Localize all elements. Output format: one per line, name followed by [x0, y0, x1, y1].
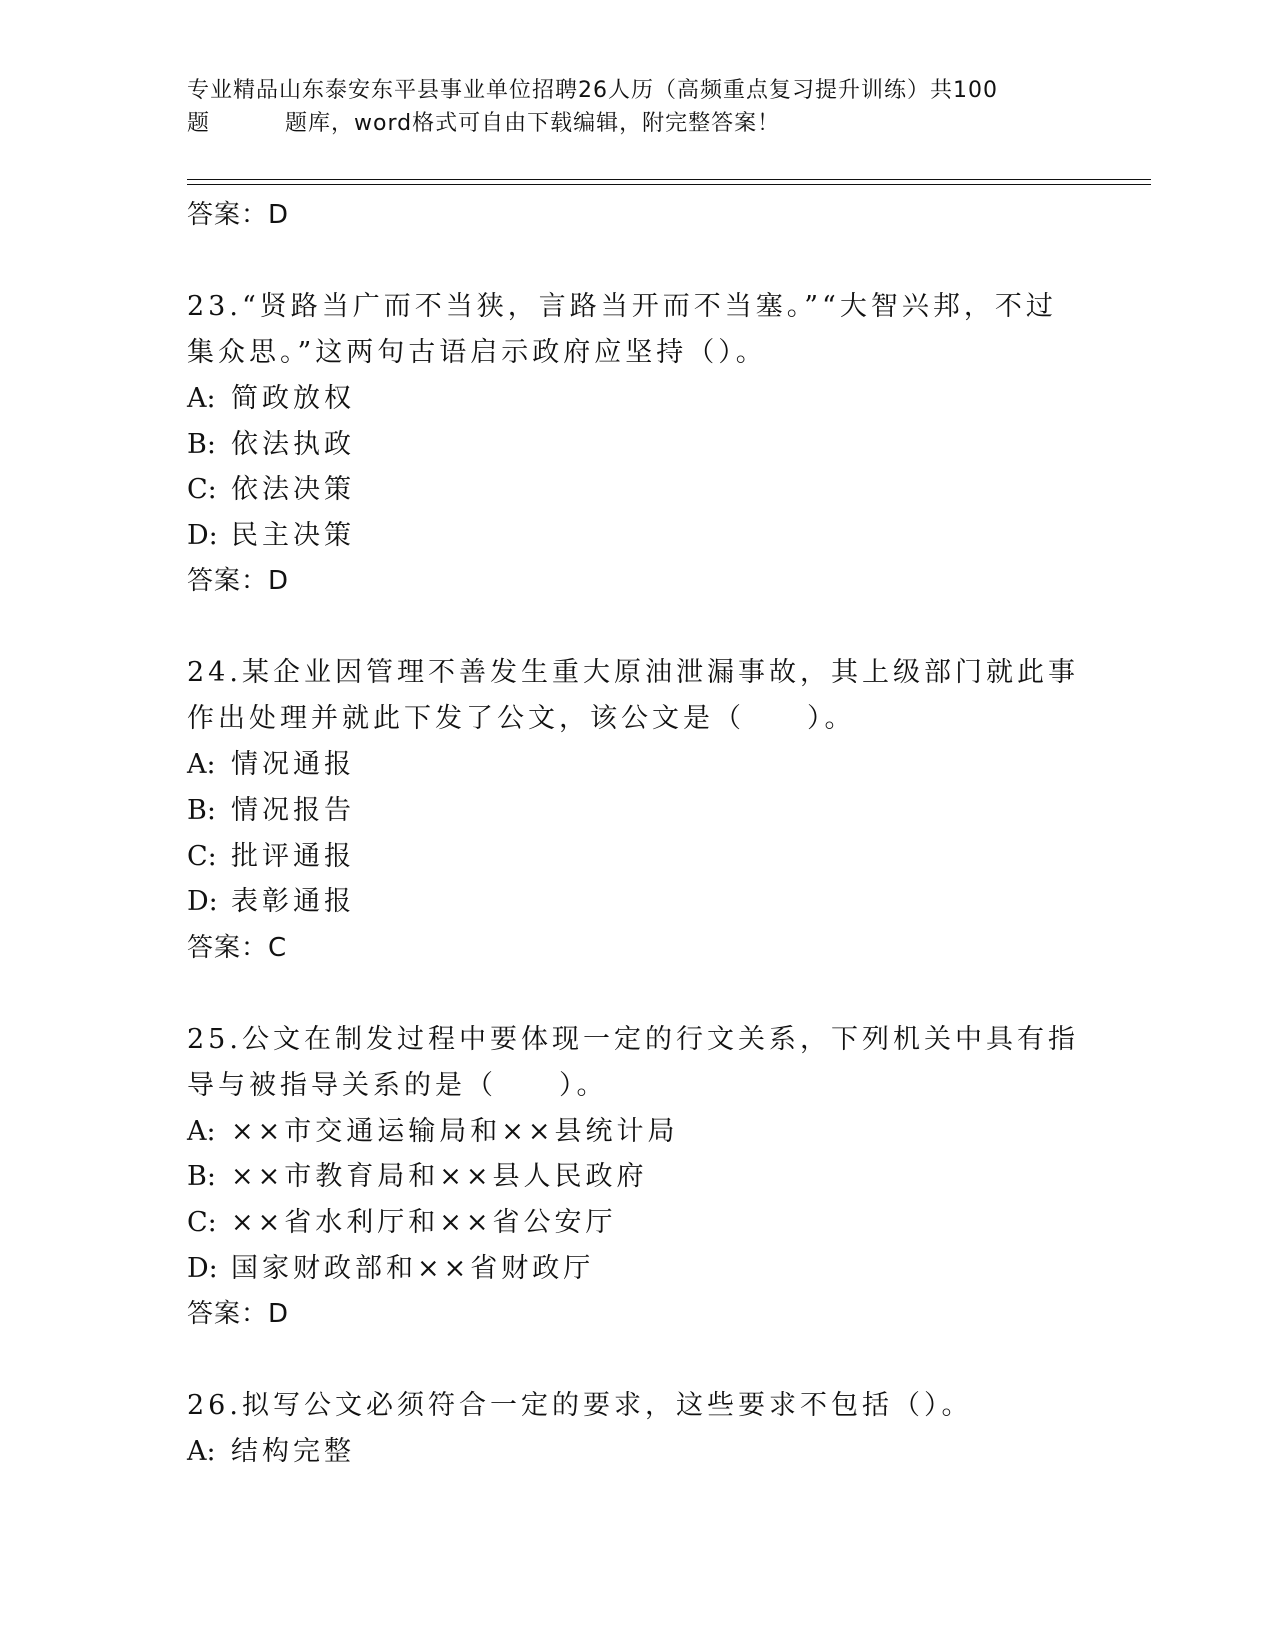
page-header [187, 74, 1087, 140]
option-text: 情况通报 [231, 749, 355, 781]
option-letter: C: [187, 840, 217, 872]
option-a [187, 742, 1087, 788]
option-text: 简政放权 [231, 383, 355, 414]
option-a [187, 1429, 1087, 1475]
option-text: 情况报告 [231, 794, 355, 826]
question-23 [187, 284, 1087, 604]
option-text: 依法执政 [231, 428, 355, 460]
option-b [187, 422, 1087, 468]
option-b [187, 788, 1087, 834]
option-letter: A: [187, 1115, 216, 1147]
option-text: 结构完整 [231, 1436, 355, 1468]
option-a [187, 1109, 1087, 1155]
question-text: 23.“贤路当广而不当狭，言路当开而不当塞。”“大智兴邦，不过集众思。”这两句古语启示政府应坚持（）。 [187, 291, 1057, 368]
question-text: 26.拟写公文必须符合一定的要求，这些要求不包括（）。 [187, 1390, 973, 1422]
option-letter: B: [187, 794, 216, 826]
option-text: ××省水利厅和××省公安厅 [231, 1206, 617, 1238]
header-divider-bottom [187, 184, 1151, 185]
option-letter: D: [187, 886, 218, 918]
option-letter: A: [187, 383, 216, 414]
option-a [187, 376, 1087, 422]
option-letter: A: [187, 749, 216, 781]
option-letter: D: [187, 1252, 218, 1284]
answer-line: 答案：D [187, 1299, 290, 1330]
option-text: 国家财政部和××省财政厅 [231, 1252, 595, 1284]
option-d [187, 1246, 1087, 1292]
option-d [187, 513, 1087, 559]
question-text: 25.公文在制发过程中要体现一定的行文关系，下列机关中具有指导与被指导关系的是（ ）。 [187, 1023, 1079, 1101]
header-title-line1: 专业精品山东泰安东平县事业单位招聘26人历（高频重点复习提升训练）共100 [187, 78, 998, 103]
option-text: 民主决策 [231, 519, 355, 551]
option-c [187, 1200, 1087, 1246]
option-text: ××市交通运输局和××县统计局 [231, 1115, 679, 1147]
header-title-line2 [187, 107, 1087, 140]
option-c [187, 467, 1087, 513]
option-c [187, 834, 1087, 880]
document-body [187, 192, 1087, 1475]
question-24 [187, 650, 1087, 970]
question-26 [187, 1383, 1087, 1475]
header-divider-top [187, 179, 1151, 180]
option-text: 依法决策 [231, 474, 355, 506]
option-text: 表彰通报 [231, 886, 355, 918]
option-letter: B: [187, 428, 216, 460]
option-text: 批评通报 [231, 840, 355, 872]
option-letter: B: [187, 1161, 216, 1193]
option-letter: D: [187, 519, 218, 551]
answer-line: 答案：D [187, 200, 290, 230]
question-text: 24.某企业因管理不善发生重大原油泄漏事故，其上级部门就此事作出处理并就此下发了公文，该公文是（ ）。 [187, 657, 1079, 735]
option-d [187, 879, 1087, 925]
question-25 [187, 1017, 1087, 1337]
option-letter: C: [187, 1206, 217, 1238]
option-letter: C: [187, 474, 217, 506]
header-line2-left: 题 [187, 111, 211, 136]
option-letter: A: [187, 1436, 216, 1468]
answer-line: 答案：C [187, 932, 288, 963]
answer-line: 答案：D [187, 566, 290, 597]
option-b [187, 1154, 1087, 1200]
header-line2-right: 题库，word格式可自由下载编辑，附完整答案！ [285, 111, 781, 136]
option-text: ××市教育局和××县人民政府 [231, 1161, 648, 1193]
